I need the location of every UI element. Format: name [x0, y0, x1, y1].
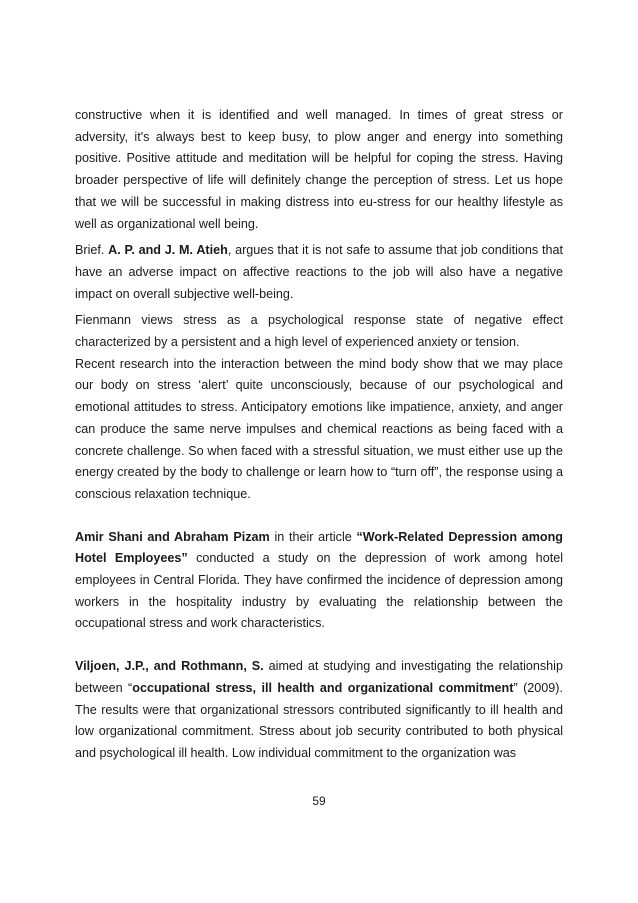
text-run: Brief.: [75, 243, 109, 258]
article-title: “Work-Related Depression among Hotel Employees”: [75, 529, 563, 566]
study-title: occupational stress, ill health and organizational commitment: [132, 680, 514, 695]
paragraph-mind-body-research: [75, 354, 563, 506]
text-run: ” (2009). The results were that organizational stressors contributed significantly to ill health and low organizational commitment. Stress about job security contributed to both physical and psychological ill health. Low individual commitment to the organization was: [75, 680, 563, 760]
text-run: Recent research into the interaction between the mind body show that we may place our body on stress ‘alert’ quite unconsciously, because of our psychological and emotional attitudes to stress. Anticipatory emotions like impatience, anxiety, and anger can produce the same nerve impulses and chemical reactions as being faced with a concrete challenge. So when faced with a stressful situation, we must either use up the energy created by the body to challenge or learn how to “turn off”, the response using a conscious relaxation technique.: [75, 356, 563, 501]
author-name: Amir Shani and Abraham Pizam: [75, 529, 270, 544]
text-run: aimed at studying and investigating the relationship between “: [75, 659, 563, 695]
author-name: Viljoen, J.P., and Rothmann, S.: [75, 659, 264, 674]
page-body: [75, 105, 563, 765]
author-name: A. P. and J. M. Atieh: [108, 243, 228, 258]
text-run: Fienmann views stress as a psychological response state of negative effect characterized by a persistent and a high level of experienced anxiety or tension.: [75, 313, 563, 350]
page-number: 59: [312, 794, 326, 808]
paragraph-viljoen-rothmann: [75, 656, 563, 765]
paragraph-fienmann: [75, 310, 563, 353]
text-run: , argues that it is not safe to assume that job conditions that have an adverse impact on affective reactions to the job will also have a negative impact on overall subjective well-being.: [75, 243, 563, 301]
paragraph-shani-pizam: [75, 527, 563, 636]
text-run: in their article: [269, 529, 357, 544]
text-run: conducted a study on the depression of work among hotel employees in Central Florida. They have confirmed the incidence of depression among workers in the hospitality industry by evaluating the relationship between the occupational stress and work characteristics.: [75, 551, 563, 631]
paragraph-stress-coping: [75, 105, 563, 235]
text-run: constructive when it is identified and well managed. In times of great stress or adversity, it's always best to keep busy, to plow anger and energy into something positive. Positive attitude and meditation will be helpful for coping the stress. Having broader perspective of life will definitely change the perception of stress. Let us hope that we will be successful in making distress into eu-stress for our healthy lifestyle as well as organizational well being.: [75, 108, 563, 231]
paragraph-brief-atieh: [75, 240, 563, 305]
